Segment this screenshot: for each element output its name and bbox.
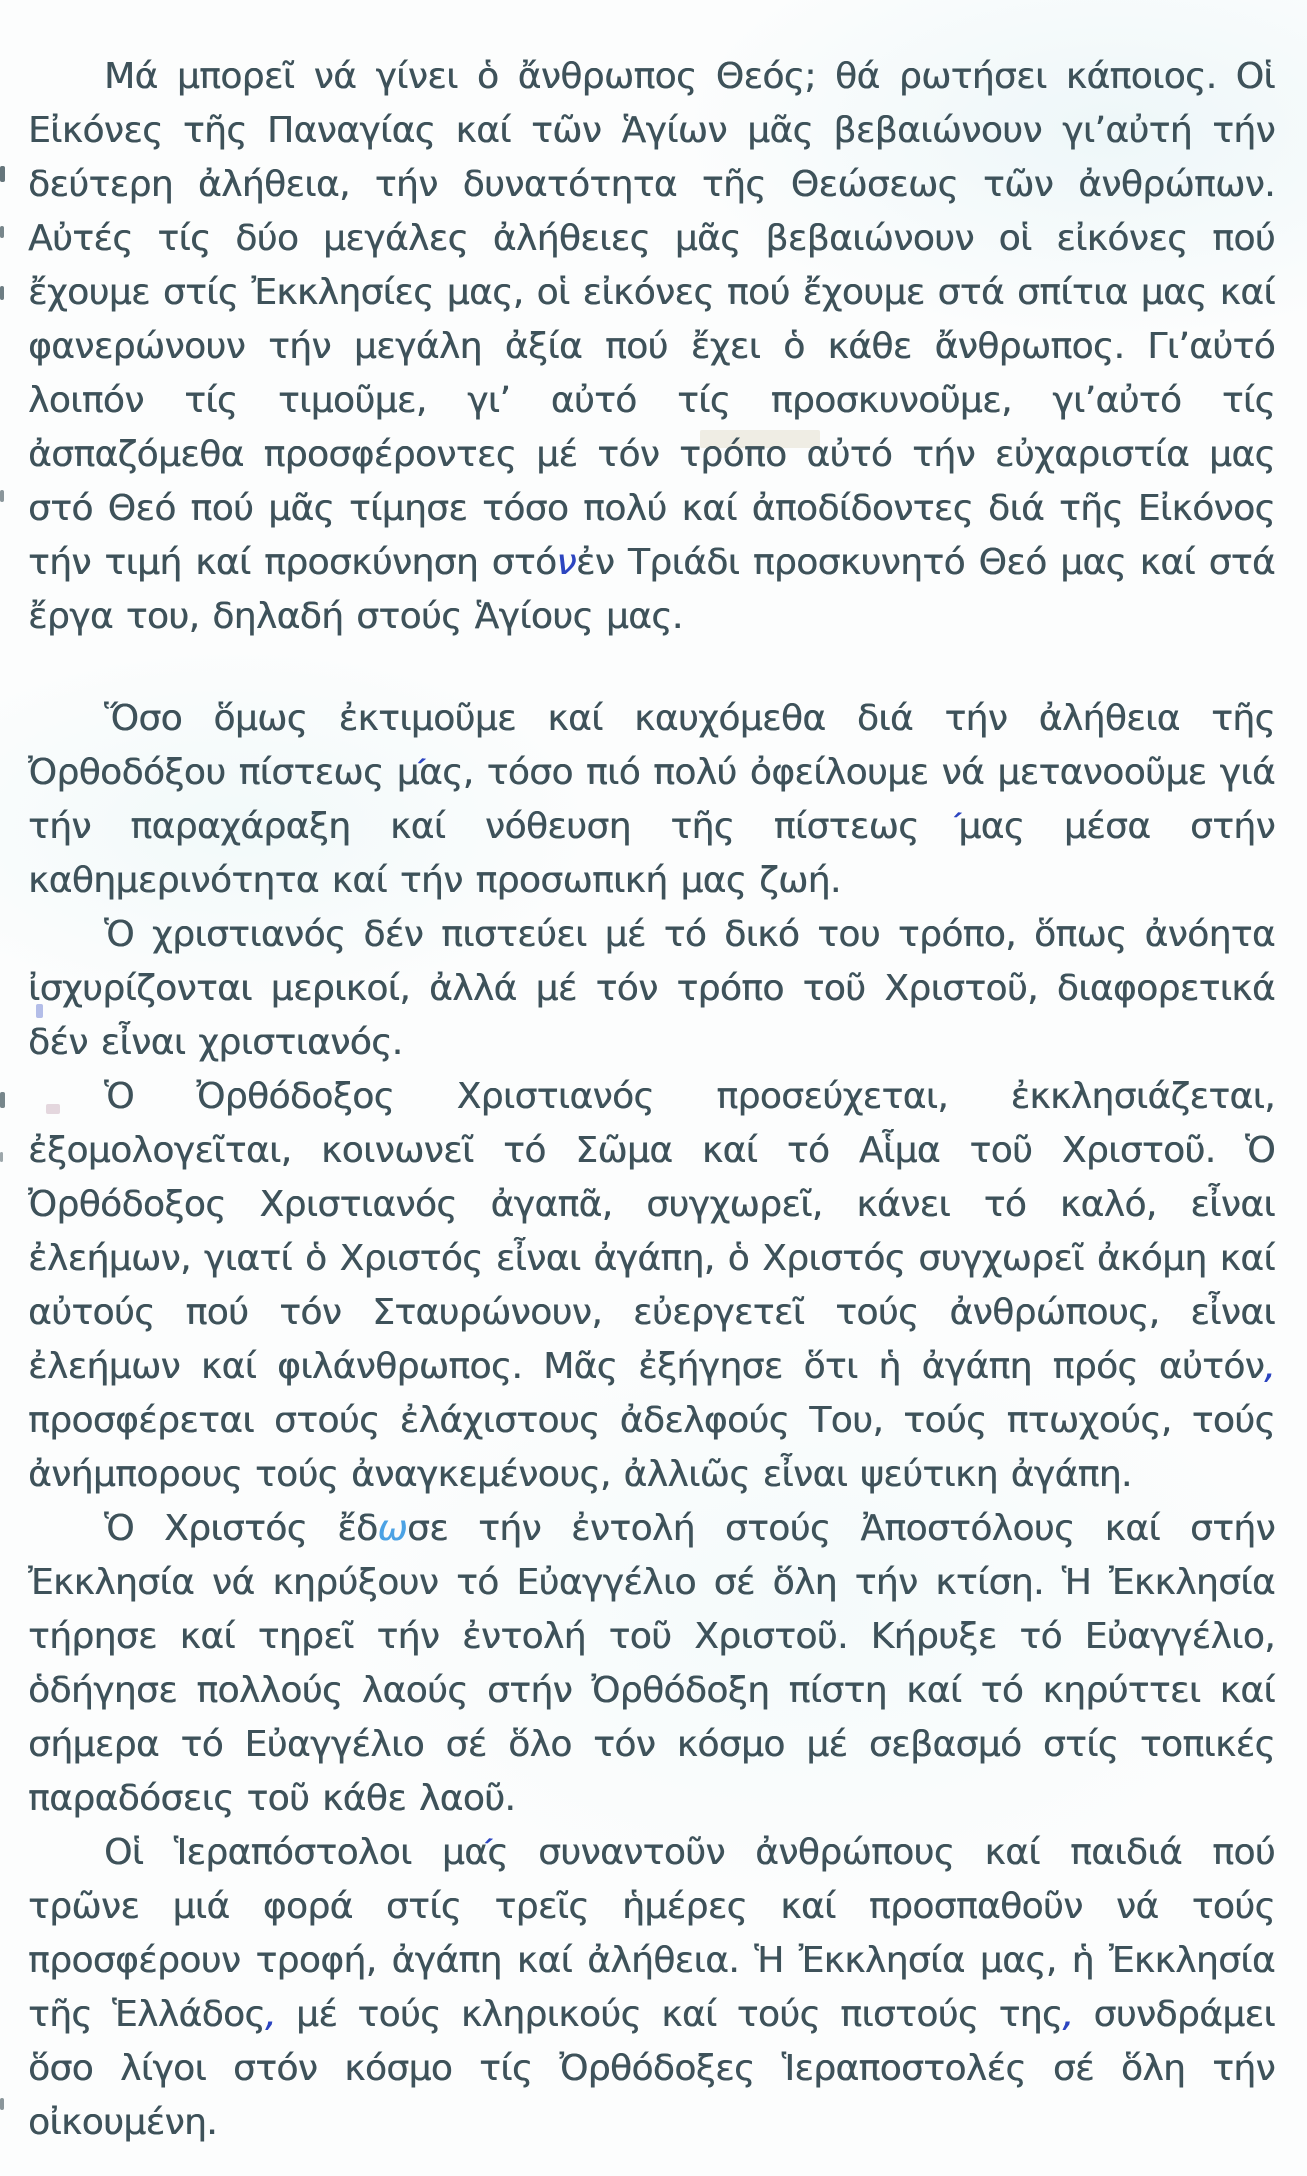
paragraph-p4 [28, 1070, 1275, 1502]
scan-artifact [0, 490, 4, 502]
text-segment: Ὁ Χριστός ἔδ [104, 1508, 378, 1549]
pen-annotation: ι ´ [400, 1832, 412, 1873]
text-segment: προσφέρεται στούς ἐλάχιστους ἀδελφούς Του, τούς πτωχούς, τούς ἀνήμπορους τούς ἀναγκεμένους, ἀλλιῶς εἶναι ψεύτικη ἀγάπη. [28, 1400, 1275, 1495]
text-segment: μας συναντοῦν ἀνθρώπους καί παιδιά πού τρῶνε μιά φορά στίς τρεῖς ἡμέρες καί προσπαθοῦν νά τούς προσφέρουν τροφή, ἀγάπη καί ἀλήθεια. Ἡ Ἐκκλησία μας, ἡ Ἐκκλησία τῆς Ἑλλάδος [28, 1832, 1275, 2035]
paragraph-p2 [28, 692, 1275, 908]
pen-annotation: ν [556, 542, 576, 583]
paragraph-p6 [28, 1826, 1275, 2150]
pen-annotation: , [1062, 1994, 1074, 2035]
text-segment: συνδράμει ὅσο λίγοι στόν κόσμο τίς Ὀρθόδοξες Ἱεραποστολές σέ ὅλη τήν οἰκουμένη. [28, 1994, 1275, 2143]
text-segment: Ὁ χριστιανός δέν πιστεύει μέ τό δικό του τρόπο, ὅπως ἀνόητα ἰσχυρίζονται μερικοί, ἀλλά μέ τόν τρόπο τοῦ Χριστοῦ, διαφορετικά δέν εἶναι χριστιανός. [28, 914, 1275, 1063]
pen-annotation: ω ´ [333, 752, 363, 793]
paragraph-p5 [28, 1502, 1275, 1826]
pen-annotation: , [1264, 1346, 1275, 1387]
scan-artifact [0, 166, 5, 182]
text-block [28, 50, 1275, 2150]
text-segment: ς μας μέσα στήν καθημερινότητα καί τήν προσωπική μας ζωή. [28, 806, 1275, 901]
pen-annotation: ω [377, 1508, 408, 1549]
scan-artifact [0, 226, 4, 238]
paragraph-p3 [28, 908, 1275, 1070]
scan-artifact [0, 1092, 5, 1108]
pen-annotation: , [264, 1994, 276, 2035]
text-segment: Ὅσο ὅμως ἐκτιμοῦμε καί καυχόμεθα διά τήν ἀλήθεια τῆς Ὀρθοδόξου πίστε [28, 698, 1275, 793]
scan-artifact [0, 2098, 4, 2110]
text-segment: μέ τούς κληρικούς καί τούς πιστούς της [275, 1994, 1063, 2035]
text-segment: Μά μπορεῖ νά γίνει ὁ ἄνθρωπος Θεός; θά ρωτήσει κάποιος. Οἱ Εἰκόνες τῆς Παναγίας καί τῶν Ἁγίων μᾶς βεβαιώνουν γι’αὐτή τήν δεύτερη ἀλήθεια, τήν δυνατότητα τῆς Θεώσεως τῶν ἀνθρώπων. Αὐτές τίς δύο μεγάλες ἀλήθειες μᾶς βεβαιώνουν οἱ εἰκόνες πού ἔχουμε στίς Ἐκκλησίες μας, οἱ εἰκόνες πού ἔχουμε στά σπίτια μας καί φανερώνουν τήν μεγάλη ἀξία πού ἔχει ὁ κάθε ἄνθρωπος. Γι’αὐτό λοιπόν τίς τιμοῦμε, γι’ αὐτό τίς προσκυνοῦμε, γι’αὐτό τίς ἀσπαζόμεθα προσφέροντες μέ τόν τρόπο αὐτό τήν εὐχαριστία μας στό Θεό πού μᾶς τίμησε τόσο πολύ καί ἀποδίδοντες διά τῆς Εἰκόνος τήν τιμή καί προσκύνηση στό [28, 56, 1275, 583]
pen-annotation: ω ´ [869, 806, 899, 847]
text-segment: ς μας, τόσο πιό πολύ ὀφείλουμε νά μετανοοῦμε γιά τήν παραχάραξη καί νόθευση τῆς πίστε [28, 752, 1275, 847]
text-segment: Οἱ Ἱεραπόστολο [104, 1832, 401, 1873]
text-segment: ἐν Τριάδι προσκυνητό Θεό μας καί στά ἔργα του, δηλαδή στούς Ἁγίους μας. [28, 542, 1275, 637]
scan-artifact [0, 286, 4, 300]
paragraph-p1 [28, 50, 1275, 644]
text-segment: Ὁ Ὀρθόδοξος Χριστιανός προσεύχεται, ἐκκλησιάζεται, ἐξομολογεῖται, κοινωνεῖ τό Σῶμα καί τό Αἷμα τοῦ Χριστοῦ. Ὁ Ὀρθόδοξος Χριστιανός ἀγαπᾶ, συγχωρεῖ, κάνει τό καλό, εἶναι ἐλεήμων, γιατί ὁ Χριστός εἶναι ἀγάπη, ὁ Χριστός συγχωρεῖ ἀκόμη καί αὐτούς πού τόν Σταυρώνουν, εὐεργετεῖ τούς ἀνθρώπους, εἶναι ἐλεήμων καί φιλάνθρωπος. Μᾶς ἐξήγησε ὅτι ἡ ἀγάπη πρός αὐτόν [28, 1076, 1275, 1387]
scan-artifact [0, 1152, 3, 1162]
text-segment: σε τήν ἐντολή στούς Ἀποστόλους καί στήν Ἐκκλησία νά κηρύξουν τό Εὐαγγέλιο σέ ὅλη τήν κτίση. Ἡ Ἐκκλησία τήρησε καί τηρεῖ τήν ἐντολή τοῦ Χριστοῦ. Κήρυξε τό Εὐαγγέλιο, ὁδήγησε πολλούς λαούς στήν Ὀρθόδοξη πίστη καί τό κηρύττει καί σήμερα τό Εὐαγγέλιο σέ ὅλο τόν κόσμο μέ σεβασμό στίς τοπικές παραδόσεις τοῦ κάθε λαοῦ. [28, 1508, 1275, 1819]
